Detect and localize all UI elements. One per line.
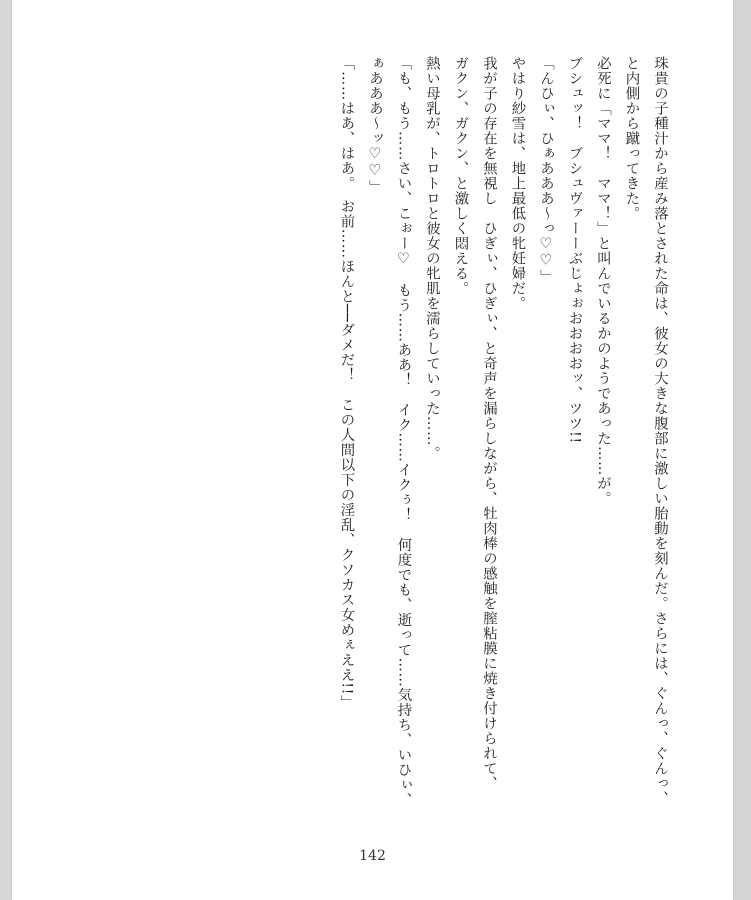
text-line: 我が子の存在を無視し ひぎぃ、ひぎぃ、と奇声を漏らしながら、牡肉棒の感触を膣粘膜に焼き付けられて、 (481, 56, 497, 791)
dialogue-line: ぁあああ～ッ♡♡」 (367, 56, 383, 195)
text-line: 熱い母乳が、トロトロと彼女の牝肌を濡らしていった……。 (424, 56, 440, 461)
text-line: ブシュッ！ ブシュヴァーーぶじょぉおおおおッ、ツツ!! (566, 56, 583, 444)
text-line: と内側から蹴ってきた。 (623, 56, 640, 221)
right-page-edge (733, 0, 751, 900)
dialogue-line: 「も、もう……さい、こぉー♡ もう……ああ！ イク……イクぅ！ 何度でも、逝って……気持ち、いひぃ、 (395, 56, 412, 808)
text-line: 必死に「ママ！ ママ！」と叫んでいるかのようであった……が。 (595, 56, 611, 506)
dialogue-line: 「んひぃ、ひぁあああ～っ♡♡」 (538, 56, 554, 285)
book-page (12, 0, 733, 900)
left-page-edge (0, 0, 12, 900)
vertical-text-body (162, 56, 674, 808)
page-number: 142 (359, 848, 386, 864)
text-line: やはり紗雪は、地上最低の牝妊婦だ。 (509, 56, 526, 311)
text-line: 珠貴の子種汁から産み落とされた命は、彼女の大きな腹部に激しい胎動を刻んだ。さらには、ぐんっ、ぐんっ、 (652, 56, 668, 806)
dialogue-line: 「……はあ、はあ。 お前……ほんと──ダメだ！ この人間以下の淫乱、クソカス女めぇええ!!」 (338, 56, 355, 711)
text-line: ガクン、ガクン、と激しく悶える。 (452, 56, 469, 296)
